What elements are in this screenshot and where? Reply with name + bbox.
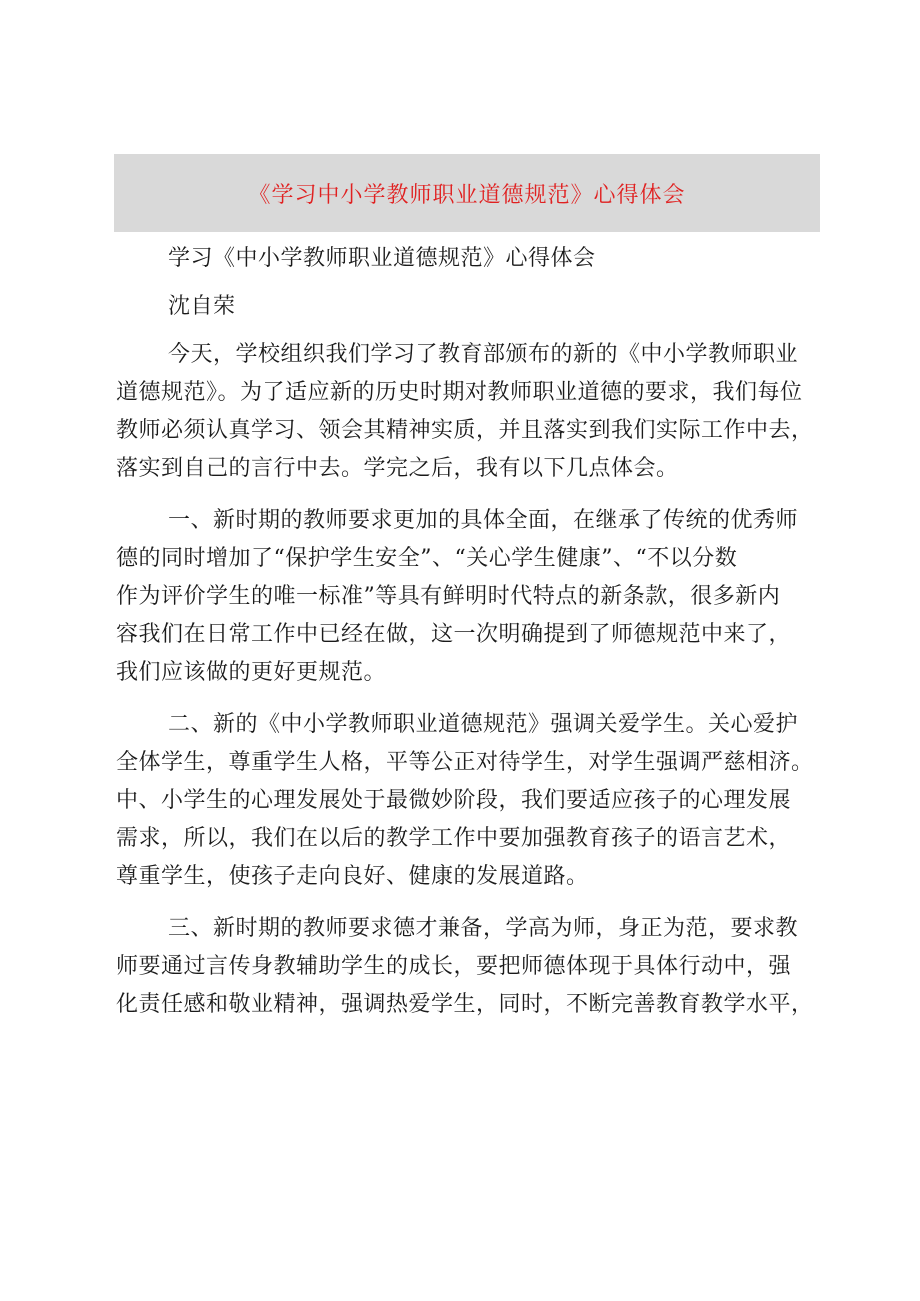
paragraph-point-two xyxy=(116,706,824,896)
document-body xyxy=(116,240,824,1024)
paragraph-point-three xyxy=(116,910,824,1024)
paragraph-line: 全体学生，尊重学生人格，平等公正对待学生，对学生强调严慈相济。 xyxy=(116,750,814,775)
paragraph-line: 中、小学生的心理发展处于最微妙阶段，我们要适应孩子的心理发展 xyxy=(116,788,792,813)
paragraph-line: 师要通过言传身教辅助学生的成长，要把师德体现于具体行动中，强 xyxy=(116,954,792,979)
paragraph-line: 容我们在日常工作中已经在做，这一次明确提到了师德规范中来了， xyxy=(116,622,792,647)
paragraph-line: 我们应该做的更好更规范。 xyxy=(116,660,387,685)
article-heading: 学习《中小学教师职业道德规范》心得体会 xyxy=(168,246,596,271)
paragraph-line: 一、新时期的教师要求更加的具体全面，在继承了传统的优秀师 xyxy=(168,508,799,533)
paragraph-line: 教师必须认真学习、领会其精神实质，并且落实到我们实际工作中去， xyxy=(116,418,814,443)
document-title: 《学习中小学教师职业道德规范》心得体会 xyxy=(248,182,686,208)
author-name: 沈自荣 xyxy=(168,294,236,319)
paragraph-line: 需求，所以，我们在以后的教学工作中要加强教育孩子的语言艺术， xyxy=(116,826,792,851)
paragraph-line: 化责任感和敬业精神，强调热爱学生，同时，不断完善教育教学水平， xyxy=(116,992,814,1017)
paragraph-line: 尊重学生，使孩子走向良好、健康的发展道路。 xyxy=(116,864,589,889)
paragraph-line: 落实到自己的言行中去。学完之后，我有以下几点体会。 xyxy=(116,456,679,481)
paragraph-line: 二、新的《中小学教师职业道德规范》强调关爱学生。关心爱护 xyxy=(168,712,799,737)
paragraph-line: 德的同时增加了“保护学生安全”、“关心学生健康”、“不以分数 xyxy=(116,546,738,571)
paragraph-intro xyxy=(116,336,824,488)
paragraph-line: 作为评价学生的唯一标准”等具有鲜明时代特点的新条款，很多新内 xyxy=(116,584,781,609)
title-banner xyxy=(114,154,820,232)
paragraph-line: 道德规范》。为了适应新的历史时期对教师职业道德的要求，我们每位 xyxy=(116,380,803,405)
paragraph-line: 三、新时期的教师要求德才兼备，学高为师，身正为范，要求教 xyxy=(168,916,799,941)
paragraph-line: 今天，学校组织我们学习了教育部颁布的新的《中小学教师职业 xyxy=(168,342,799,367)
paragraph-point-one xyxy=(116,502,824,692)
